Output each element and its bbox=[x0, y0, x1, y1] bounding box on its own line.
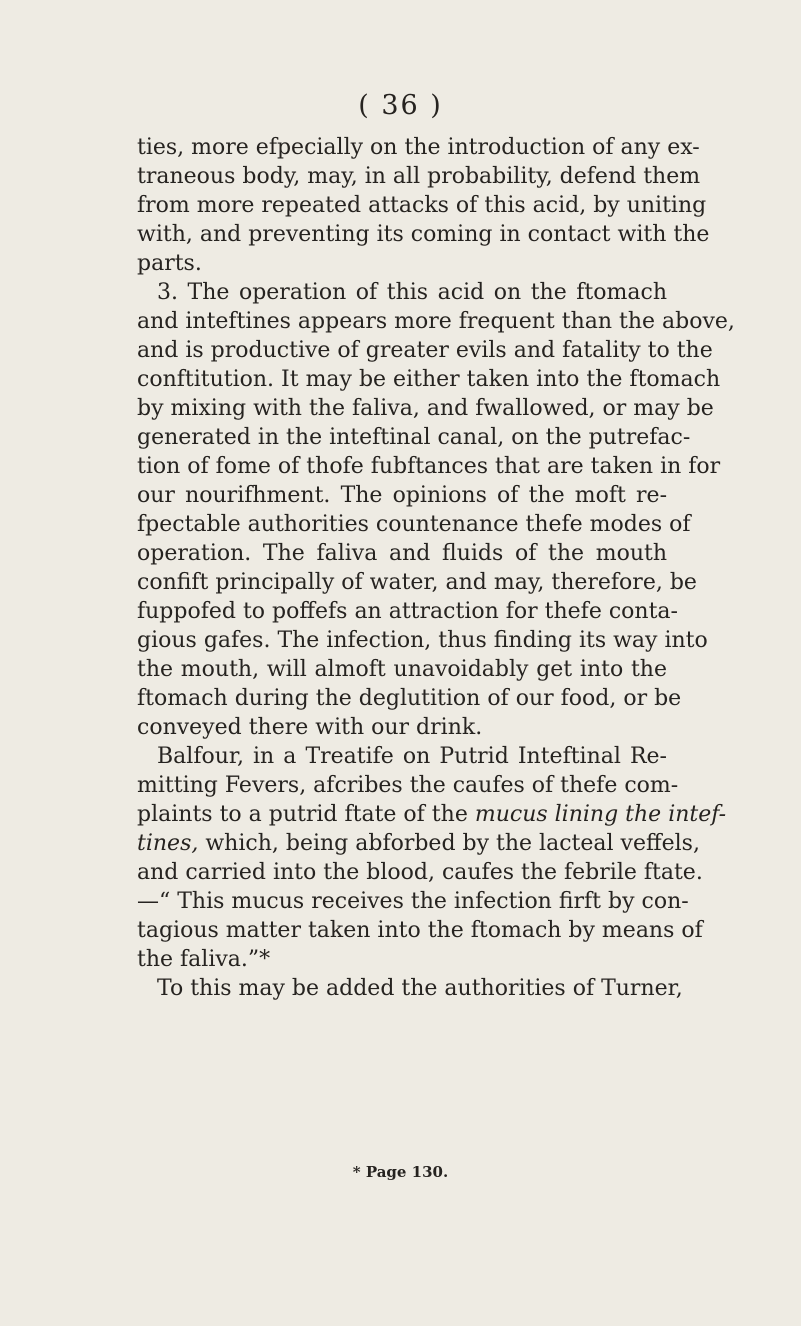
text-line: ftomach during the deglutition of our food, or be bbox=[137, 686, 682, 711]
text-line: traneous body, may, in all probability, defend them bbox=[137, 164, 701, 189]
text-line: —“ This mucus receives the infection firft by con- bbox=[137, 889, 689, 914]
text-line: from more repeated attacks of this acid, by uniting bbox=[137, 193, 707, 218]
text-line bbox=[137, 800, 727, 829]
text-line: conveyed there with our drink. bbox=[137, 715, 483, 740]
text-line: To this may be added the authorities of Turner, bbox=[157, 976, 683, 1001]
footnote: * Page 130. bbox=[352, 1163, 449, 1181]
text-line: our nourifhment. The opinions of the moft re- bbox=[137, 483, 667, 508]
text-line: fpectable authorities countenance thefe modes of bbox=[137, 512, 691, 537]
italic-phrase: mucus lining the intef- bbox=[474, 802, 727, 827]
text-line: tagious matter taken into the ftomach by means of bbox=[137, 918, 703, 943]
text-line: 3. The operation of this acid on the ftomach bbox=[157, 280, 667, 305]
text-line: parts. bbox=[137, 251, 202, 276]
text-segment: which, being abforbed by the lacteal veffels, bbox=[198, 831, 700, 856]
text-line: the faliva.”* bbox=[137, 947, 271, 972]
text-line: the mouth, will almoft unavoidably get into the bbox=[137, 657, 667, 682]
text-line: fuppofed to poffefs an attraction for thefe conta- bbox=[137, 599, 678, 624]
text-line: Balfour, in a Treatife on Putrid Inteftinal Re- bbox=[157, 744, 667, 769]
text-line bbox=[137, 829, 700, 858]
text-line: ties, more efpecially on the introduction of any ex- bbox=[137, 135, 700, 160]
text-segment: plaints to a putrid ftate of the bbox=[137, 802, 468, 827]
text-line: generated in the inteftinal canal, on the putrefac- bbox=[137, 425, 691, 450]
text-line: and inteftines appears more frequent than the above, bbox=[137, 309, 735, 334]
page-number-header: ( 36 ) bbox=[358, 90, 443, 121]
italic-phrase: tines, bbox=[137, 831, 199, 856]
text-line: operation. The faliva and fluids of the mouth bbox=[137, 541, 667, 566]
text-line: by mixing with the faliva, and fwallowed, or may be bbox=[137, 396, 714, 421]
text-line: and is productive of greater evils and fatality to the bbox=[137, 338, 713, 363]
body-text bbox=[137, 133, 735, 1003]
text-line: and carried into the blood, caufes the febrile ftate. bbox=[137, 860, 703, 885]
text-line: tion of fome of thofe fubftances that are taken in for bbox=[137, 454, 721, 479]
text-line: with, and preventing its coming in contact with the bbox=[137, 222, 710, 247]
text-line: mitting Fevers, afcribes the caufes of thefe com- bbox=[137, 773, 679, 798]
text-line: gious gafes. The infection, thus finding its way into bbox=[137, 628, 708, 653]
text-line: conftitution. It may be either taken into the ftomach bbox=[137, 367, 721, 392]
text-line: confift principally of water, and may, therefore, be bbox=[137, 570, 697, 595]
